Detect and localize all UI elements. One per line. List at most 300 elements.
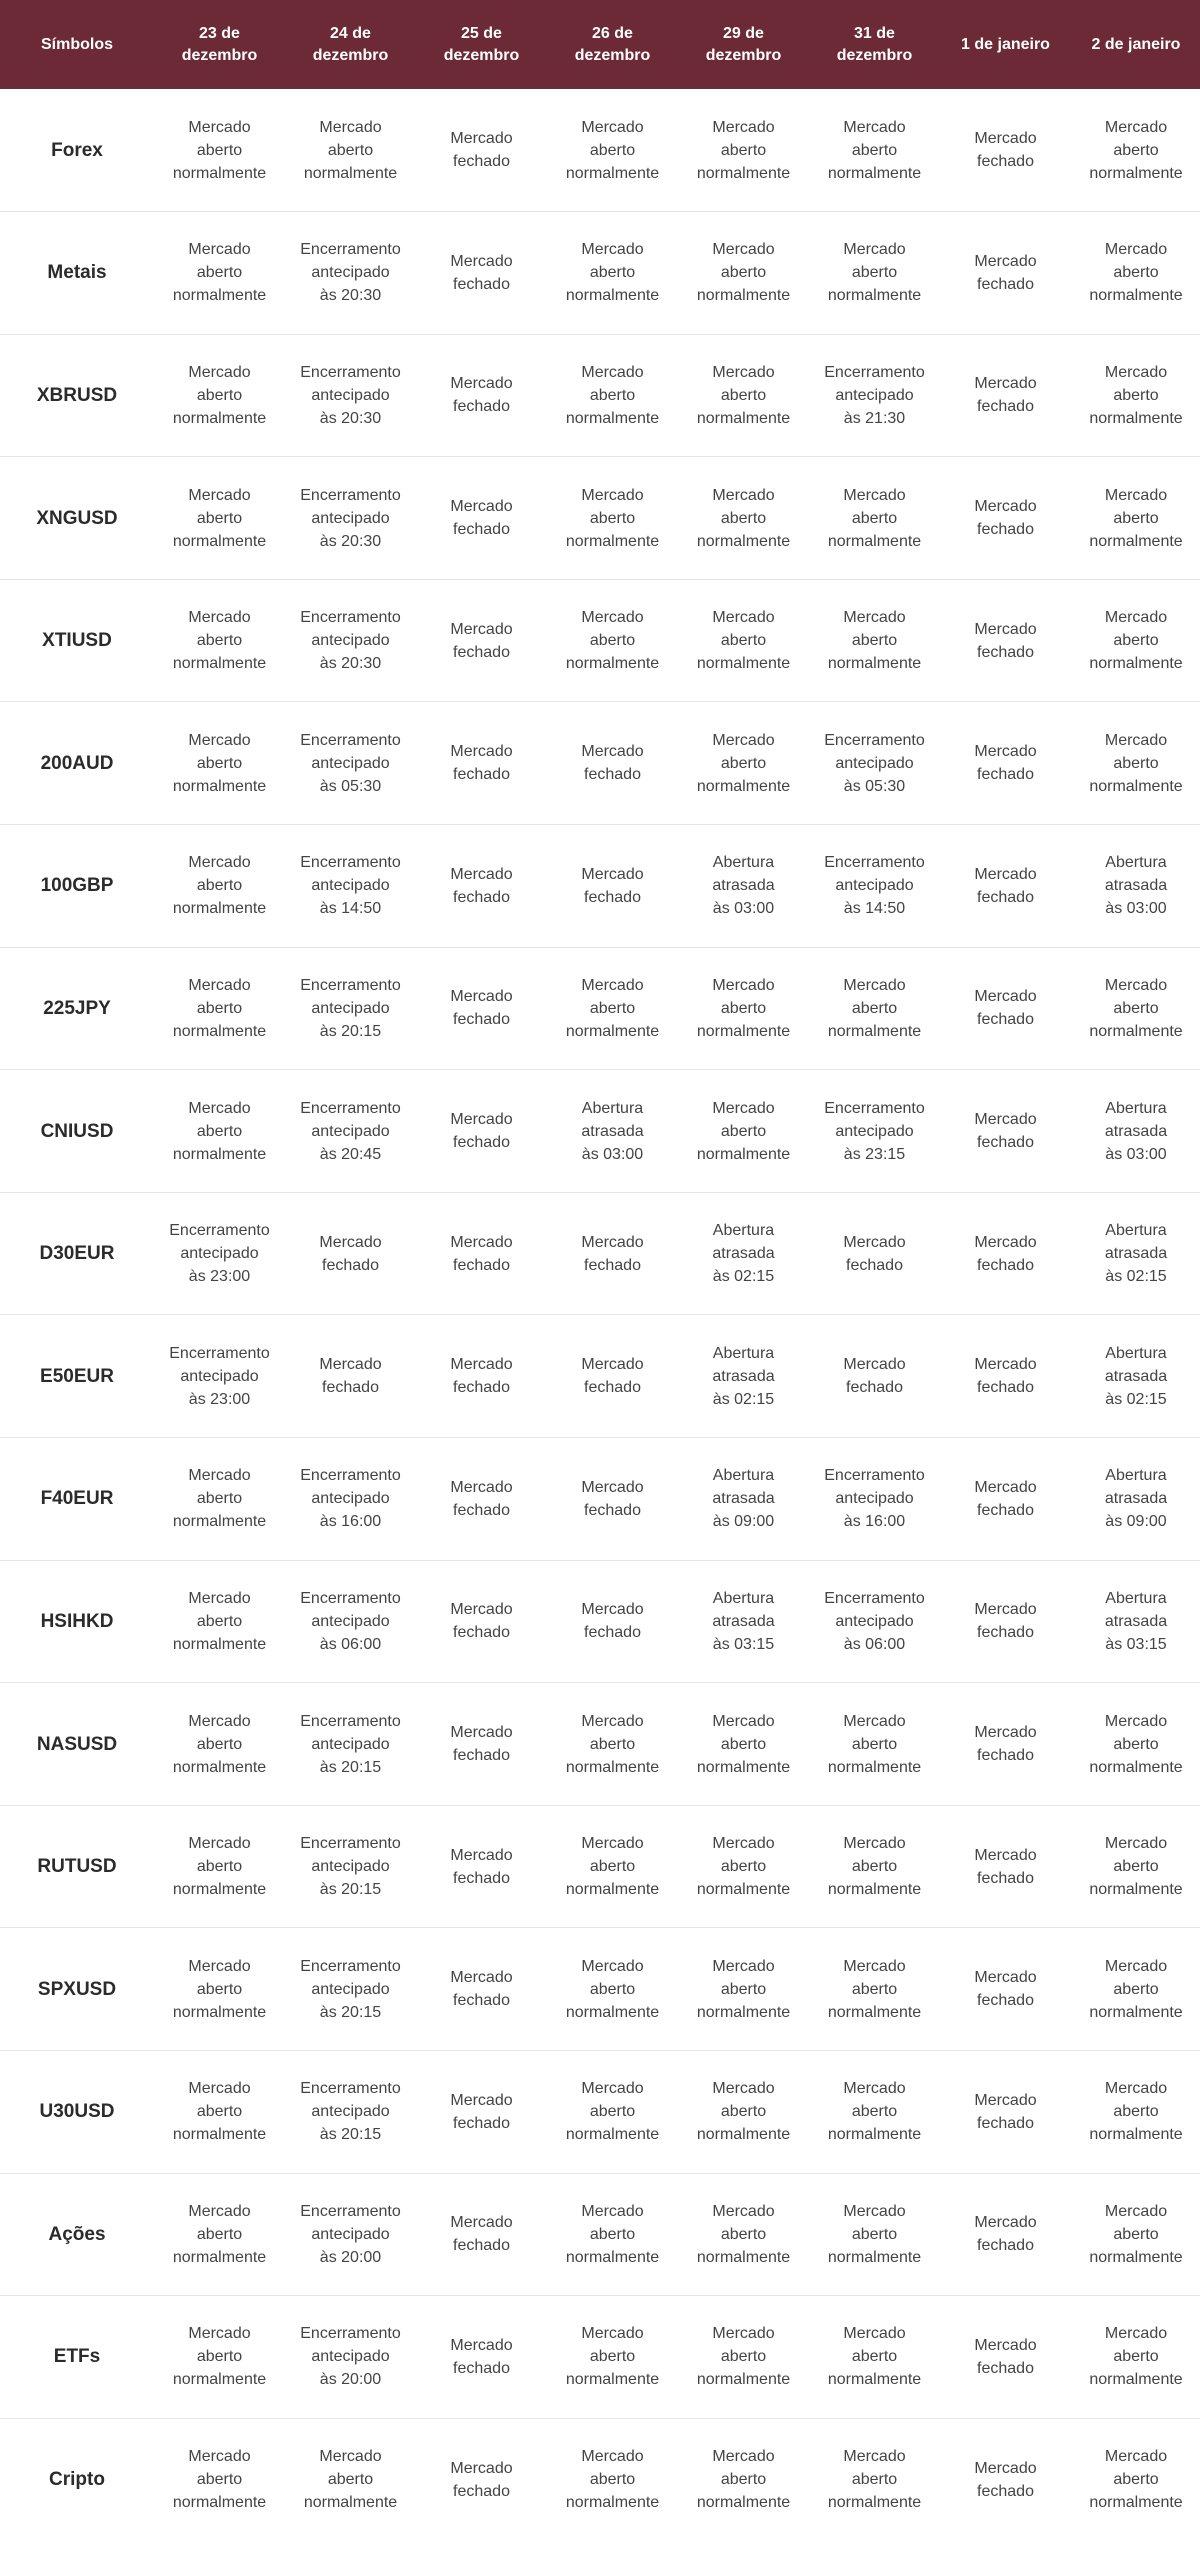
status-text: Mercado aberto normalmente (696, 1957, 791, 2021)
status-cell (547, 1683, 678, 1806)
status-cell (285, 457, 416, 580)
status-text: Abertura atrasada às 02:15 (1104, 1222, 1168, 1286)
status-cell (547, 457, 678, 580)
status-cell (416, 1928, 547, 2051)
status-cell (154, 1683, 285, 1806)
status-cell (678, 89, 809, 212)
column-header-date (1071, 0, 1200, 89)
status-cell (1071, 1315, 1200, 1438)
status-cell (285, 2296, 416, 2419)
status-text: Mercado aberto normalmente (827, 976, 922, 1040)
status-text: Mercado aberto normalmente (827, 2325, 922, 2389)
status-text: Mercado aberto normalmente (1089, 363, 1183, 427)
status-text: Mercado aberto normalmente (172, 2325, 267, 2389)
status-cell (809, 2173, 940, 2296)
status-cell (809, 1683, 940, 1806)
symbol-cell: HSIHKD (40, 1610, 114, 1632)
status-cell (940, 1315, 1071, 1438)
status-text: Mercado fechado (974, 1356, 1037, 1397)
status-text: Mercado fechado (450, 1356, 513, 1397)
status-cell (940, 1192, 1071, 1315)
status-text: Mercado aberto normalmente (565, 976, 660, 1040)
status-text: Mercado fechado (450, 498, 513, 539)
status-cell (940, 1928, 1071, 2051)
status-text: Mercado fechado (450, 1601, 513, 1642)
status-text: Mercado fechado (450, 865, 513, 906)
status-text: Mercado fechado (450, 2214, 513, 2255)
status-text: Mercado fechado (974, 1601, 1037, 1642)
symbol-cell: D30EUR (39, 1243, 115, 1265)
status-text: Mercado fechado (843, 1233, 906, 1274)
column-header-label: 25 de dezembro (443, 24, 520, 64)
status-text: Mercado fechado (974, 1724, 1037, 1765)
status-text: Mercado aberto normalmente (827, 118, 922, 182)
status-text: Abertura atrasada às 03:00 (581, 1099, 644, 1163)
status-text: Mercado aberto normalmente (1089, 1835, 1183, 1899)
column-header-label: 2 de janeiro (1091, 35, 1181, 53)
status-text: Mercado fechado (581, 743, 644, 784)
status-cell (547, 947, 678, 1070)
column-header-date (416, 0, 547, 89)
status-cell (285, 1560, 416, 1683)
status-cell (154, 825, 285, 948)
status-text: Mercado aberto normalmente (696, 2448, 791, 2512)
table-row (0, 89, 1200, 212)
symbol-cell: E50EUR (40, 1365, 114, 1387)
status-text: Mercado fechado (450, 2091, 513, 2132)
status-cell (1071, 212, 1200, 335)
status-cell (285, 825, 416, 948)
status-text: Mercado aberto normalmente (696, 976, 791, 1040)
status-cell (547, 1560, 678, 1683)
status-cell (416, 1192, 547, 1315)
status-text: Mercado fechado (450, 252, 513, 293)
status-cell (285, 947, 416, 1070)
status-cell (285, 579, 416, 702)
status-text: Abertura atrasada às 03:00 (1104, 1099, 1168, 1163)
status-cell (678, 1560, 809, 1683)
status-text: Mercado aberto normalmente (827, 241, 922, 305)
status-cell (940, 947, 1071, 1070)
table-row (0, 1560, 1200, 1683)
status-text: Abertura atrasada às 03:00 (1104, 854, 1168, 918)
status-text: Abertura atrasada às 02:15 (712, 1222, 775, 1286)
symbol-cell: U30USD (39, 2101, 115, 2123)
status-cell (285, 1928, 416, 2051)
status-cell (809, 947, 940, 1070)
status-text: Mercado aberto normalmente (696, 2202, 791, 2266)
status-cell (678, 2418, 809, 2541)
status-text: Mercado fechado (974, 1969, 1037, 2010)
status-text: Mercado fechado (974, 375, 1037, 416)
column-header-date (285, 0, 416, 89)
status-text: Mercado aberto normalmente (696, 1835, 791, 1899)
status-cell (1071, 1683, 1200, 1806)
status-text: Mercado fechado (974, 1478, 1037, 1519)
status-cell (809, 1070, 940, 1193)
status-cell (416, 334, 547, 457)
symbol-cell: ETFs (53, 2346, 101, 2368)
status-cell (416, 2173, 547, 2296)
status-text: Abertura atrasada às 03:00 (712, 854, 775, 918)
status-cell (416, 1438, 547, 1561)
status-cell (940, 212, 1071, 335)
status-text: Mercado fechado (319, 1233, 382, 1274)
status-text: Mercado fechado (450, 1969, 513, 2010)
status-text: Mercado aberto normalmente (696, 118, 791, 182)
status-cell (809, 2051, 940, 2174)
status-cell (678, 2051, 809, 2174)
status-text: Mercado fechado (581, 1601, 644, 1642)
status-text: Mercado aberto normalmente (696, 486, 791, 550)
status-cell (416, 1805, 547, 1928)
status-text: Mercado aberto normalmente (172, 2202, 267, 2266)
status-cell (416, 1683, 547, 1806)
status-cell (1071, 2296, 1200, 2419)
status-text: Mercado aberto normalmente (696, 363, 791, 427)
status-text: Encerramento antecipado às 20:30 (300, 241, 401, 305)
status-text: Encerramento antecipado às 20:00 (300, 2325, 401, 2389)
status-cell (678, 457, 809, 580)
table-row (0, 1683, 1200, 1806)
status-cell (416, 947, 547, 1070)
table-row (0, 1805, 1200, 1928)
status-cell (940, 89, 1071, 212)
status-cell (940, 2173, 1071, 2296)
status-text: Mercado aberto normalmente (172, 854, 267, 918)
status-cell (678, 702, 809, 825)
status-cell (416, 1560, 547, 1683)
status-text: Abertura atrasada às 09:00 (1104, 1467, 1168, 1531)
status-cell (1071, 334, 1200, 457)
table-row (0, 947, 1200, 1070)
symbol-cell: 200AUD (40, 752, 114, 774)
status-cell (154, 1928, 285, 2051)
status-cell (416, 579, 547, 702)
status-cell (940, 2051, 1071, 2174)
status-text: Mercado aberto normalmente (172, 609, 267, 673)
status-cell (154, 457, 285, 580)
status-text: Encerramento antecipado às 21:30 (824, 363, 925, 427)
status-cell (285, 2173, 416, 2296)
status-cell (416, 702, 547, 825)
status-cell (154, 2173, 285, 2296)
status-cell (809, 1560, 940, 1683)
status-cell (940, 2296, 1071, 2419)
status-text: Mercado aberto normalmente (172, 731, 267, 795)
symbol-cell: XBRUSD (36, 384, 118, 406)
symbol-cell: Forex (51, 139, 103, 161)
column-header-date (154, 0, 285, 89)
status-cell (940, 1683, 1071, 1806)
status-cell (154, 2418, 285, 2541)
status-cell (547, 1192, 678, 1315)
status-cell (154, 1560, 285, 1683)
status-cell (154, 1805, 285, 1928)
status-cell (416, 825, 547, 948)
status-text: Mercado aberto normalmente (565, 241, 660, 305)
status-text: Mercado fechado (450, 1724, 513, 1765)
status-text: Mercado aberto normalmente (1089, 486, 1183, 550)
status-cell (809, 2418, 940, 2541)
column-header-label: 23 de dezembro (181, 24, 258, 64)
status-text: Mercado fechado (974, 130, 1037, 171)
status-text: Mercado aberto normalmente (172, 1589, 267, 1653)
column-header-date (809, 0, 940, 89)
status-text: Abertura atrasada às 03:15 (712, 1589, 775, 1653)
status-text: Mercado aberto normalmente (565, 1957, 660, 2021)
status-cell (154, 334, 285, 457)
status-cell (285, 702, 416, 825)
status-cell (1071, 1438, 1200, 1561)
status-text: Mercado aberto normalmente (696, 2080, 791, 2144)
status-cell (678, 1438, 809, 1561)
status-cell (547, 825, 678, 948)
status-cell (678, 212, 809, 335)
status-text: Mercado fechado (450, 1846, 513, 1887)
table-row (0, 2051, 1200, 2174)
column-header-label: 1 de janeiro (961, 35, 1050, 53)
status-cell (547, 1438, 678, 1561)
status-text: Mercado fechado (450, 1233, 513, 1274)
status-text: Mercado fechado (319, 1356, 382, 1397)
status-cell (809, 1438, 940, 1561)
status-cell (154, 1070, 285, 1193)
status-cell (154, 2296, 285, 2419)
table-row (0, 1070, 1200, 1193)
status-text: Mercado fechado (974, 498, 1037, 539)
table-row (0, 2173, 1200, 2296)
status-text: Mercado aberto normalmente (827, 1712, 922, 1776)
table-row (0, 1192, 1200, 1315)
status-cell (416, 1070, 547, 1193)
status-cell (285, 212, 416, 335)
status-text: Mercado aberto normalmente (565, 2325, 660, 2389)
status-text: Mercado aberto normalmente (1089, 2448, 1183, 2512)
status-cell (809, 1805, 940, 1928)
status-text: Mercado fechado (974, 252, 1037, 293)
status-text: Mercado aberto normalmente (696, 731, 791, 795)
status-cell (1071, 579, 1200, 702)
status-cell (154, 2051, 285, 2174)
column-header-date (678, 0, 809, 89)
status-cell (285, 1070, 416, 1193)
status-text: Encerramento antecipado às 20:15 (300, 1957, 401, 2021)
status-text: Encerramento antecipado às 16:00 (824, 1467, 925, 1531)
status-text: Mercado aberto normalmente (565, 363, 660, 427)
status-text: Mercado fechado (974, 1846, 1037, 1887)
status-text: Encerramento antecipado às 20:00 (300, 2202, 401, 2266)
status-text: Encerramento antecipado às 23:00 (169, 1222, 270, 1286)
table-row (0, 212, 1200, 335)
status-cell (940, 2418, 1071, 2541)
symbol-cell: NASUSD (36, 1733, 118, 1755)
status-text: Mercado aberto normalmente (172, 2080, 267, 2144)
status-cell (1071, 1070, 1200, 1193)
symbol-cell: 225JPY (43, 997, 111, 1019)
status-text: Mercado aberto normalmente (1089, 118, 1183, 182)
status-cell (940, 1438, 1071, 1561)
status-cell (940, 702, 1071, 825)
status-text: Mercado aberto normalmente (565, 486, 660, 550)
status-cell (547, 1070, 678, 1193)
status-cell (1071, 947, 1200, 1070)
status-text: Mercado aberto normalmente (565, 118, 660, 182)
symbol-cell: CNIUSD (40, 1120, 114, 1142)
status-cell (547, 2418, 678, 2541)
status-cell (416, 1315, 547, 1438)
status-text: Mercado fechado (843, 1356, 906, 1397)
status-cell (809, 334, 940, 457)
status-text: Mercado fechado (974, 620, 1037, 661)
status-text: Encerramento antecipado às 05:30 (824, 731, 925, 795)
status-cell (416, 2296, 547, 2419)
column-header-symbols (0, 0, 154, 89)
status-text: Encerramento antecipado às 23:00 (169, 1344, 270, 1408)
table-row (0, 2296, 1200, 2419)
status-cell (1071, 89, 1200, 212)
status-cell (285, 1192, 416, 1315)
table-row (0, 334, 1200, 457)
status-cell (940, 1560, 1071, 1683)
status-text: Mercado fechado (450, 2336, 513, 2377)
status-text: Mercado aberto normalmente (565, 1835, 660, 1899)
status-text: Encerramento antecipado às 20:15 (300, 2080, 401, 2144)
status-text: Mercado aberto normalmente (696, 241, 791, 305)
status-text: Mercado fechado (581, 865, 644, 906)
status-text: Mercado aberto normalmente (172, 363, 267, 427)
column-header-date (940, 0, 1071, 89)
status-text: Encerramento antecipado às 20:15 (300, 976, 401, 1040)
status-cell (809, 579, 940, 702)
status-cell (809, 1192, 940, 1315)
status-cell (547, 579, 678, 702)
symbol-cell: XNGUSD (36, 507, 118, 529)
status-cell (678, 1315, 809, 1438)
status-cell (285, 1805, 416, 1928)
status-cell (547, 2051, 678, 2174)
status-cell (809, 89, 940, 212)
status-text: Mercado aberto normalmente (1089, 2325, 1183, 2389)
status-text: Mercado fechado (974, 2214, 1037, 2255)
symbol-cell: F40EUR (40, 1488, 114, 1510)
status-text: Encerramento antecipado às 20:15 (300, 1835, 401, 1899)
status-text: Mercado aberto normalmente (827, 2448, 922, 2512)
symbol-cell: Ações (48, 2223, 106, 2245)
status-cell (940, 825, 1071, 948)
status-text: Mercado aberto normalmente (172, 1835, 267, 1899)
status-cell (416, 212, 547, 335)
status-text: Mercado fechado (450, 375, 513, 416)
status-cell (1071, 1192, 1200, 1315)
table-row (0, 579, 1200, 702)
status-cell (1071, 825, 1200, 948)
symbol-cell: Metais (47, 262, 107, 284)
status-text: Mercado aberto normalmente (1089, 609, 1183, 673)
status-text: Encerramento antecipado às 20:30 (300, 609, 401, 673)
status-cell (1071, 2051, 1200, 2174)
status-cell (416, 89, 547, 212)
status-text: Encerramento antecipado às 14:50 (300, 854, 401, 918)
status-text: Mercado aberto normalmente (827, 609, 922, 673)
status-text: Mercado fechado (581, 1478, 644, 1519)
table-row (0, 1438, 1200, 1561)
status-cell (809, 702, 940, 825)
status-cell (1071, 457, 1200, 580)
status-cell (154, 212, 285, 335)
status-cell (547, 1805, 678, 1928)
status-text: Encerramento antecipado às 20:30 (300, 363, 401, 427)
status-cell (547, 702, 678, 825)
status-text: Mercado aberto normalmente (827, 1957, 922, 2021)
status-text: Mercado fechado (974, 743, 1037, 784)
status-text: Mercado fechado (974, 1233, 1037, 1274)
column-header-date (547, 0, 678, 89)
status-cell (547, 1928, 678, 2051)
status-cell (547, 2173, 678, 2296)
status-cell (678, 1805, 809, 1928)
status-text: Mercado aberto normalmente (1089, 976, 1183, 1040)
column-header-label: Símbolos (40, 35, 113, 53)
status-text: Mercado aberto normalmente (696, 609, 791, 673)
status-cell (809, 2296, 940, 2419)
status-cell (678, 579, 809, 702)
symbol-cell: Cripto (49, 2469, 105, 2491)
status-cell (809, 457, 940, 580)
status-text: Mercado aberto normalmente (303, 118, 398, 182)
status-cell (154, 702, 285, 825)
status-cell (1071, 2418, 1200, 2541)
status-text: Mercado fechado (450, 1111, 513, 1152)
status-cell (678, 1070, 809, 1193)
status-text: Mercado fechado (974, 1111, 1037, 1152)
status-text: Mercado aberto normalmente (827, 2202, 922, 2266)
header-row (0, 0, 1200, 89)
table-row (0, 1315, 1200, 1438)
table-body (0, 89, 1200, 2541)
status-text: Mercado fechado (450, 620, 513, 661)
table-header (0, 0, 1200, 89)
status-cell (416, 2051, 547, 2174)
status-text: Mercado aberto normalmente (565, 2080, 660, 2144)
status-text: Mercado aberto normalmente (565, 2202, 660, 2266)
status-text: Mercado aberto normalmente (696, 1099, 791, 1163)
status-cell (154, 1192, 285, 1315)
symbol-cell: SPXUSD (37, 1978, 117, 2000)
status-cell (285, 2051, 416, 2174)
status-text: Mercado aberto normalmente (827, 2080, 922, 2144)
status-cell (1071, 702, 1200, 825)
status-text: Mercado aberto normalmente (696, 1712, 791, 1776)
status-text: Mercado aberto normalmente (565, 2448, 660, 2512)
status-cell (678, 947, 809, 1070)
status-text: Mercado aberto normalmente (303, 2448, 398, 2512)
status-text: Mercado aberto normalmente (172, 1957, 267, 2021)
status-text: Encerramento antecipado às 06:00 (300, 1589, 401, 1653)
status-text: Abertura atrasada às 02:15 (1104, 1344, 1168, 1408)
status-cell (678, 334, 809, 457)
status-text: Mercado fechado (581, 1233, 644, 1274)
status-text: Mercado aberto normalmente (827, 1835, 922, 1899)
column-header-label: 24 de dezembro (312, 24, 389, 64)
status-text: Mercado aberto normalmente (172, 241, 267, 305)
status-text: Encerramento antecipado às 06:00 (824, 1589, 925, 1653)
status-cell (285, 89, 416, 212)
status-text: Mercado fechado (974, 2091, 1037, 2132)
status-cell (154, 947, 285, 1070)
status-cell (1071, 1805, 1200, 1928)
status-text: Mercado aberto normalmente (172, 2448, 267, 2512)
